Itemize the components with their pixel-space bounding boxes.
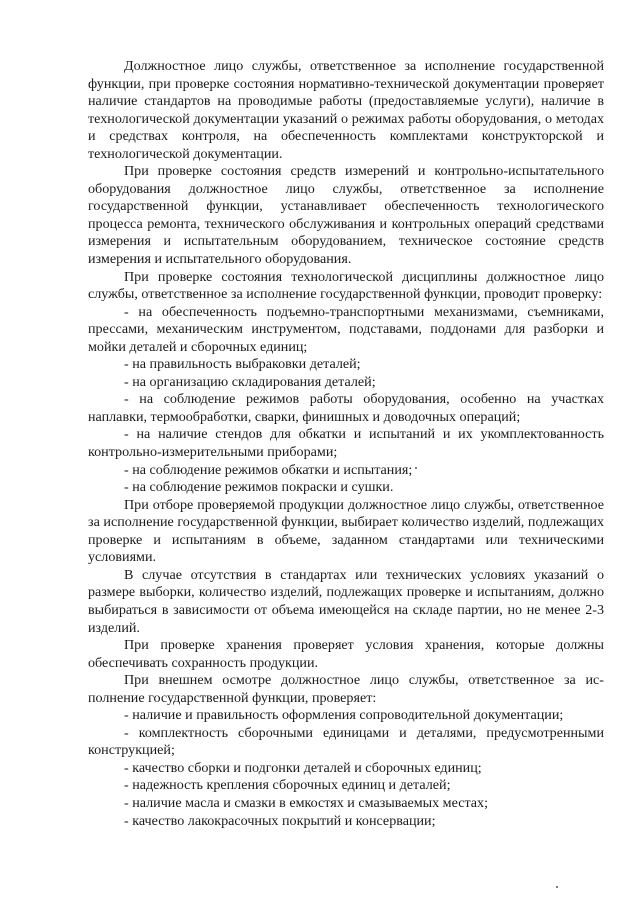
list-item: - качество лакокрасочных покрытий и консервации; <box>124 812 436 829</box>
scan-speck <box>415 467 417 469</box>
list-item: - наличие масла и смазки в емкостях и смазываемых местах; <box>124 794 489 811</box>
paragraph: При проверке хранения проверяет условия хранения, которые должны обеспечивать сохранность продукции. <box>88 637 604 671</box>
paragraph: Должностное лицо службы, ответственное за исполнение государственной функции, при проверке состояния нормативно-технической документации проверяет наличие стандартов на проводимые работы (предоставляемые услуги), наличие в технологической документации указаний о режимах работы оборудования, о методах и средствах контроля, на обеспеченность комплектами конструкторской и технологической документации. <box>88 58 604 162</box>
list-item: - наличие и правильность оформления сопроводительной документации; <box>124 707 564 724</box>
list-item: - надежность крепления сборочных единиц и деталей; <box>124 777 451 794</box>
list-item: - на правильность выбраковки деталей; <box>124 356 361 373</box>
paragraph: При проверке состояния технологической дисциплины должностное лицо службы, ответственное за исполнение государственной функции, проводит проверку: <box>88 268 604 303</box>
list-item: - на соблюдение режимов покраски и сушки. <box>124 479 394 496</box>
list-item: - качество сборки и подгонки деталей и сборочных единиц; <box>124 759 482 776</box>
paragraph: При отборе проверяемой продукции должностное лицо службы, ответственное за исполнение государственной функции, выбирает количество изделий, подлежащих проверке и испытаниям в объеме, заданном стандартами или техническими условиями. <box>88 496 604 566</box>
paragraph: В случае отсутствия в стандартах или технических условиях указаний о размере выборки, количество изделий, подлежащих проверке и испытаниям, должно выбираться в зависимости от объема имеющейся на складе партии, но не менее 2-3 изделий. <box>88 566 604 636</box>
list-item: - на обеспеченность подъемно-транспортными механизмами, съемниками, прессами, механическим инструментом, подставами, поддонами для разборки и мойки деталей и сборочных единиц; <box>88 303 604 355</box>
list-item: - на наличие стендов для обкатки и испытаний и их укомплектованность контрольно-измерительными приборами; <box>88 426 604 461</box>
list-item: - на соблюдение режимов работы оборудования, особенно на участках наплавки, термообработки, сварки, финишных и доводочных операций; <box>88 391 604 425</box>
scan-speck <box>556 886 558 888</box>
document-page <box>88 58 604 830</box>
paragraph: При проверке состояния средств измерений и контрольно-испытательного оборудования должностное лицо службы, ответственное за исполнение государственной функции, устанавливает обеспеченность технологического процесса ремонта, технического обслуживания и контрольных операций средствами измерения и испытательным оборудованием, техническое состояние средств измерения и испытательного оборудования. <box>88 163 604 268</box>
paragraph: При внешнем осмотре должностное лицо службы, ответственное за исполнение государственной функции, проверяет: <box>88 672 604 706</box>
list-item: - комплектность сборочными единицами и деталями, предусмотренными конструкцией; <box>88 724 604 759</box>
list-item: - на соблюдение режимов обкатки и испытания; <box>124 461 413 478</box>
list-item: - на организацию складирования деталей; <box>124 373 376 390</box>
